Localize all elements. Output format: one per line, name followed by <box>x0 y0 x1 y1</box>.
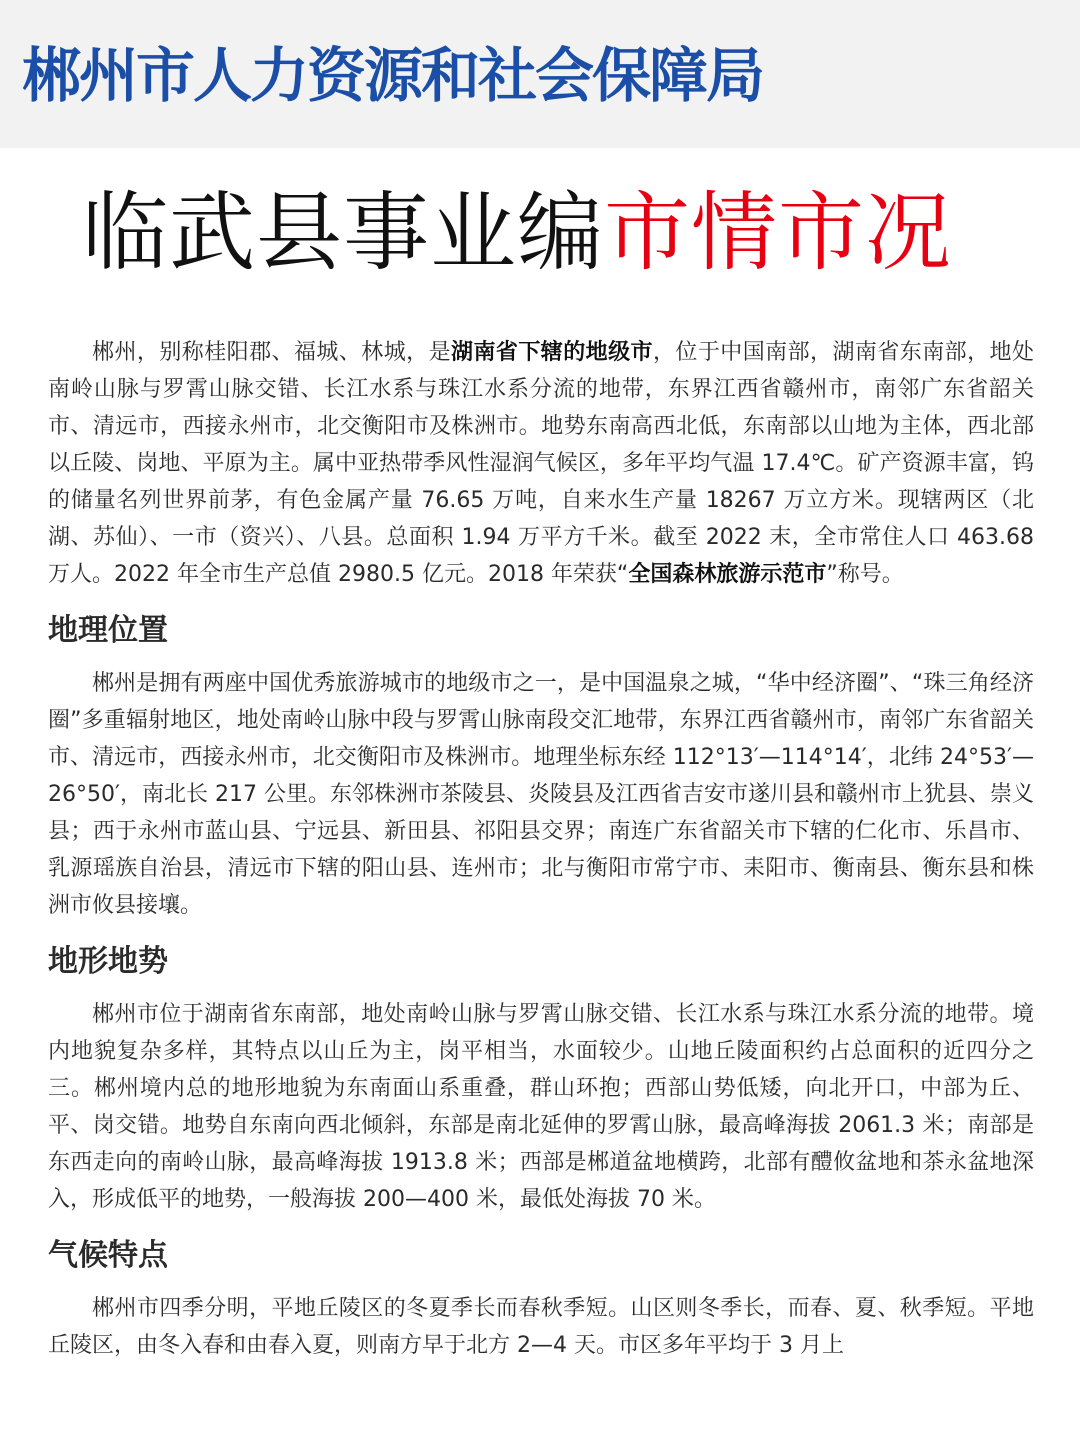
section-text-location: 郴州是拥有两座中国优秀旅游城市的地级市之一，是中国温泉之城，“华中经济圈”、“珠三角经济圈”多重辐射地区，地处南岭山脉中段与罗霄山脉南段交汇地带，东界江西省赣州市，南邻广东省韶关市、清远市，西接永州市，北交衡阳市及株洲市。地理坐标东经 112°13′—114°14′，北纬 24°53′—26°50′，南北长 217 公里。东邻株洲市茶陵县、炎陵县及江西省吉安市遂川县和赣州市上犹县、崇义县；西于永州市蓝山县、宁远县、新田县、祁阳县交界；南连广东省韶关市下辖的仁化市、乐昌市、乳源瑶族自治县，清远市下辖的阳山县、连州市；北与衡阳市常宁市、耒阳市、衡南县、衡东县和株洲市攸县接壤。 <box>48 671 1034 918</box>
section-text-climate: 郴州市四季分明，平地丘陵区的冬夏季长而春秋季短。山区则冬季长，而春、夏、秋季短。平地丘陵区，由冬入春和由春入夏，则南方早于北方 2—4 天。市区多年平均于 3 月上 <box>48 1296 1034 1358</box>
intro-text-2: ，位于中国南部，湖南省东南部，地处南岭山脉与罗霄山脉交错、长江水系与珠江水系分流的地带，东界江西省赣州市，南邻广东省韶关市、清远市，西接永州市，北交衡阳市及株洲市。地势东南高西北低，东南部以山地为主体，西北部以丘陵、岗地、平原为主。属中亚热带季风性湿润气候区，多年平均气温 17.4℃。矿产资源丰富，钨的储量名列世界前茅，有色金属产量 76.65 万吨，自来水生产量 18267 万立方米。现辖两区（北湖、苏仙）、一市（资兴）、八县。总面积 1.94 万平方千米。截至 2022 末，全市常住人口 463.68 万人。2022 年全市生产总值 2980.5 亿元。2018 年荣获“ <box>48 340 1034 587</box>
section-title-climate: 气候特点 <box>48 1238 168 1273</box>
page-heading-red: 市情市况 <box>604 183 952 283</box>
header-banner <box>0 0 1080 148</box>
page-heading-black: 临武县事业编 <box>82 183 604 283</box>
site-title: 郴州市人力资源和社会保障局 <box>22 41 764 110</box>
article-body <box>48 334 1034 1364</box>
section-text-terrain: 郴州市位于湖南省东南部，地处南岭山脉与罗霄山脉交错、长江水系与珠江水系分流的地带。境内地貌复杂多样，其特点以山丘为主，岗平相当，水面较少。山地丘陵面积约占总面积的近四分之三。郴州境内总的地形地貌为东南面山系重叠，群山环抱；西部山势低矮，向北开口，中部为丘、平、岗交错。地势自东南向西北倾斜，东部是南北延伸的罗霄山脉，最高峰海拔 2061.3 米；南部是东西走向的南岭山脉，最高峰海拔 1913.8 米；西部是郴道盆地横跨，北部有醴攸盆地和茶永盆地深入，形成低平的地势，一般海拔 200—400 米，最低处海拔 70 米。 <box>48 1002 1034 1212</box>
intro-paragraph <box>48 334 1034 593</box>
intro-bold-1: 湖南省下辖的地级市 <box>451 340 653 365</box>
intro-text-3: ”称号。 <box>826 562 904 587</box>
page-heading <box>82 178 952 288</box>
section-title-terrain: 地形地势 <box>48 944 168 979</box>
intro-bold-2: 全国森林旅游示范市 <box>628 562 827 587</box>
intro-text-1: 郴州，别称桂阳郡、福城、林城，是 <box>92 340 452 365</box>
section-title-location: 地理位置 <box>48 613 168 648</box>
